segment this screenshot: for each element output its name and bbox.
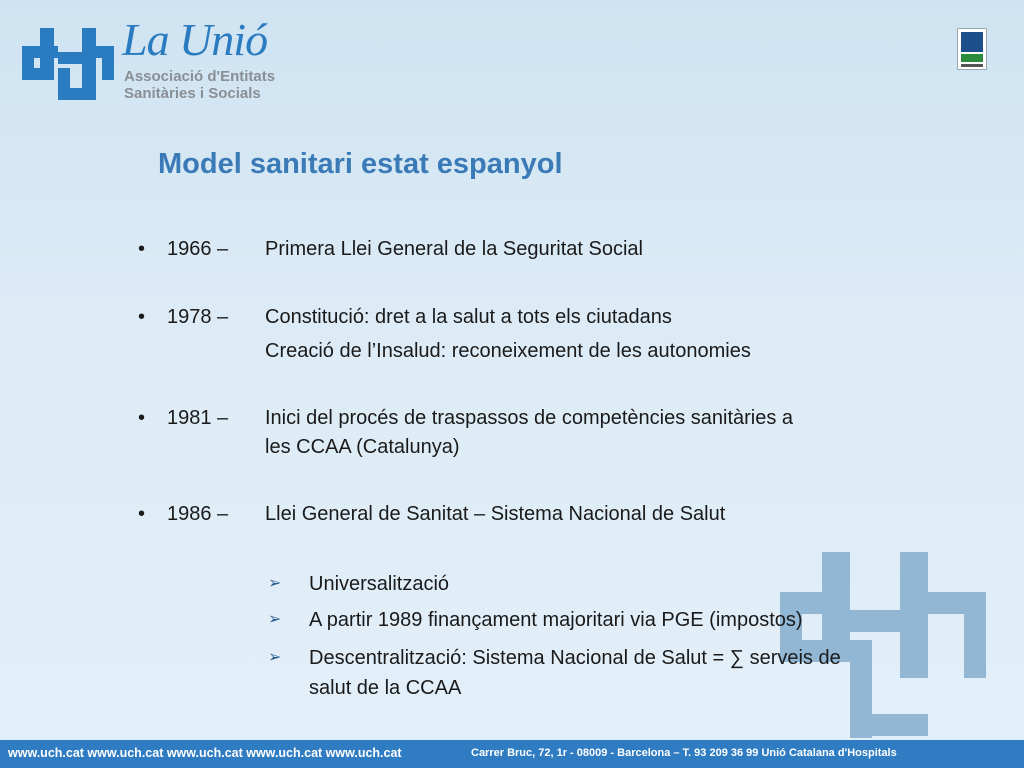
brand-subtitle-line-2: Sanitàries i Socials: [124, 85, 261, 102]
item-year: 1986 –: [167, 503, 229, 525]
brand-name: La Unió: [122, 14, 268, 65]
item-text: Llei General de Sanitat – Sistema Nacional de Salut: [265, 503, 726, 525]
bullet-icon: •: [138, 503, 146, 525]
arrow-bullet-icon: ➢: [268, 575, 282, 592]
sub-item-text: Universalització: [309, 573, 450, 595]
slide-title: Model sanitari estat espanyol: [158, 148, 563, 180]
brand-subtitle-line-1: Associació d'Entitats: [124, 68, 276, 85]
item-text: Primera Llei General de la Seguritat Social: [265, 238, 643, 260]
sub-item-text: Descentralització: Sistema Nacional de Salut = ∑ serveis de: [309, 647, 841, 669]
sub-item-text: salut de la CCAA: [309, 677, 462, 699]
item-text: Constitució: dret a la salut a tots els ciutadans: [265, 306, 672, 328]
footer-bar: [0, 740, 1024, 768]
item-text: les CCAA (Catalunya): [265, 436, 460, 458]
item-text: Creació de l’Insalud: reconeixement de les autonomies: [265, 340, 751, 362]
item-year: 1966 –: [167, 238, 229, 260]
bullet-icon: •: [138, 407, 146, 429]
bullet-icon: •: [138, 306, 146, 328]
item-year: 1978 –: [167, 306, 229, 328]
bullet-icon: •: [138, 238, 146, 260]
arrow-bullet-icon: ➢: [268, 649, 282, 666]
footer-urls[interactable]: www.uch.cat www.uch.cat www.uch.cat www.uch.cat www.uch.cat: [8, 746, 402, 760]
item-year: 1981 –: [167, 407, 229, 429]
footer-address: Carrer Bruc, 72, 1r - 08009 - Barcelona – T. 93 209 36 99 Unió Catalana d'Hospitals: [471, 747, 897, 759]
arrow-bullet-icon: ➢: [268, 611, 282, 628]
sub-item-text: A partir 1989 finançament majoritari via PGE (impostos): [309, 609, 803, 631]
item-text: Inici del procés de traspassos de competències sanitàries a: [265, 407, 794, 429]
